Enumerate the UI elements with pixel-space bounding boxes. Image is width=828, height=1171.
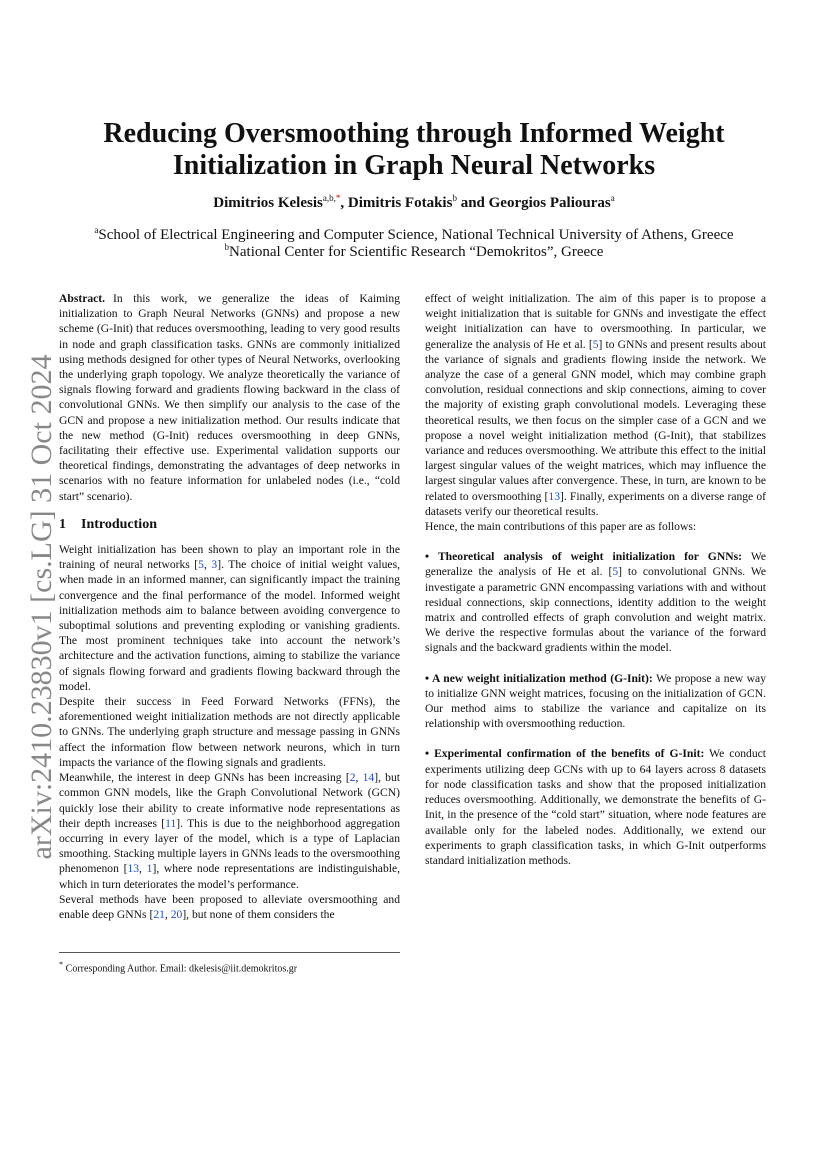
footnote-mark: * — [59, 960, 64, 969]
paragraph-text: ]. This is due to the neighborhood aggregation occurring in every layer of the model, which is a type of Laplacian smoothing. Stacking multiple layers in GNNs leads to the oversmoothing phenomenon [ — [59, 816, 401, 876]
affiliation-b — [60, 242, 768, 261]
citation-link[interactable]: 21 — [153, 907, 165, 921]
footnote-text: Corresponding Author. Email: dkelesis@iit.demokritos.gr — [63, 963, 298, 975]
contribution-heading: • A new weight initialization method (G-Init): — [425, 671, 653, 685]
citation-link[interactable]: 14 — [362, 771, 375, 785]
abstract — [59, 291, 400, 504]
author-separator: , — [340, 195, 348, 211]
paragraph-text: ] to convolutional GNNs. We investigate a parametric GNN encompassing variations with and without residual connections, skip connections, identity addition to the weight matrix and controlled effects of graph convolution and weight matrix. We derive the respective formulas about the variance of the forward signals and the backward gradients within the model. — [425, 565, 766, 655]
arxiv-stamp: arXiv:2410.23830v1 [cs.LG] 31 Oct 2024 — [25, 354, 58, 860]
paragraph-text: We generalize the analysis of He et al. [ — [425, 550, 766, 579]
contribution-item — [425, 746, 766, 868]
citation-link[interactable]: 5 — [198, 558, 204, 572]
section-title: Introduction — [81, 516, 157, 532]
paragraph-text: Several methods have been proposed to alleviate oversmoothing and enable deep GNNs [ — [59, 892, 400, 921]
paragraph-text: ] to GNNs and present results about the variance of signals and gradients flowing inside the network. We analyze the case of a general GNN model, which may combine graph convolution, residual connections and skip connections, aiming to cover the majority of existing graph convolutional models. Leveraging these theoretical results, we then focus on the simpler case of a GCN and we propose a novel weight initialization method (G-Init), that stabilizes variance and reduces oversmoothing. We attribute this effect to the initial largest singular values of the weight matrices, which may influence the largest singular values after convergence. These, in turn, are known to be related to oversmoothing [ — [425, 337, 766, 503]
abstract-label: Abstract. — [59, 292, 106, 305]
affiliation-mark: a,b, — [322, 193, 336, 203]
contribution-heading: • Theoretical analysis of weight initialization for GNNs: — [425, 550, 742, 564]
author-name: Dimitris Fotakis — [347, 195, 453, 211]
paragraph-text: Weight initialization has been shown to play an important role in the training of neural networks [ — [59, 543, 400, 572]
contribution-item — [425, 671, 766, 732]
intro-paragraph: Hence, the main contributions of this paper are as follows: — [425, 520, 697, 534]
intro-paragraph — [59, 770, 400, 892]
paragraph-text: Meanwhile, the interest in deep GNNs has been increasing [ — [59, 771, 350, 785]
contribution-item — [425, 549, 766, 655]
page-title — [60, 118, 768, 182]
affiliation-mark: a — [610, 193, 615, 203]
citation-link[interactable]: 5 — [612, 565, 619, 579]
affiliation-mark: a — [94, 225, 99, 235]
contribution-heading: • Experimental confirmation of the benefits of G-Init: — [425, 747, 705, 761]
affiliation-mark: b — [452, 193, 457, 203]
intro-paragraph — [59, 892, 400, 922]
intro-paragraph: Despite their success in Feed Forward Networks (FFNs), the aforementioned weight initialization methods are not directly applicable to GNNs. The underlying graph structure and message passing in GNNs affect the information flow between network neurons, which in turn impacts the variance of the flowing signals and gradients. — [59, 695, 400, 769]
right-column — [425, 291, 766, 868]
footnote — [59, 958, 400, 975]
citation-link[interactable]: 11 — [165, 816, 177, 830]
affiliation-mark: b — [224, 242, 230, 252]
title-line-2: Initialization in Graph Neural Networks — [172, 150, 656, 181]
paragraph-text: ], but none of them considers the — [182, 907, 335, 921]
paragraph-text: ]. Finally, experiments on a diverse range of datasets verify our theoretical results. — [425, 489, 766, 518]
citation-link[interactable]: 5 — [592, 337, 599, 351]
paragraph-text: ], where node representations are indistinguishable, which in turn deteriorates the model’s performance. — [59, 862, 401, 891]
author-name: Dimitrios Kelesis — [213, 195, 323, 211]
paragraph-text: effect of weight initialization. The aim of this paper is to propose a weight initialization that is suitable for GNNs and investigate the effect weight initialization can have to oversmoothing. In particular, we generalize the analysis of He et al. [ — [425, 292, 766, 351]
footnote-divider — [59, 952, 400, 953]
intro-paragraph — [59, 542, 400, 694]
paragraph-text: , — [203, 558, 212, 572]
citation-link[interactable]: 13 — [127, 862, 140, 876]
citation-link[interactable]: 3 — [211, 558, 218, 572]
affiliation-text: School of Electrical Engineering and Computer Science, National Technical University of Athens, Greece — [98, 227, 734, 243]
paragraph-text: ], but common GNN models, like the Graph Convolutional Network (GCN) quickly lose their ability to create informative node representations as their depth increases [ — [59, 771, 400, 830]
title-line-1: Reducing Oversmoothing through Informed Weight — [103, 118, 725, 149]
citation-link[interactable]: 1 — [146, 862, 153, 876]
citation-link[interactable]: 13 — [548, 489, 560, 503]
left-column — [59, 291, 400, 922]
author-list — [60, 193, 768, 212]
intro-paragraph — [425, 291, 766, 519]
paragraph-text: We conduct experiments utilizing deep GCNs with up to 64 layers across 8 datasets for node classification tasks and show that the proposed initialization reduces oversmoothing. Additionally, we demonstrate the benefits of G-Init, in the presence of the “cold start” situation, where node features are available only for the labeled nodes. Additionally, we extend our experiments to graph classification tasks, in which G-Init outperforms standard initialization methods. — [425, 747, 766, 867]
paragraph-text: ]. The choice of initial weight values, when made in an informed manner, can significantly impact the training convergence and the final performance of the model. Informed weight initialization methods aim to balance between avoiding convergence to suboptimal solutions and preventing exploding or vanishing gradients. The most prominent techniques take into account the network’s architecture and the activation functions, aiming to stabilize the variance of signals flowing forward and gradients flowing backward through the model. — [59, 558, 400, 693]
abstract-text: In this work, we generalize the ideas of Kaiming initialization to Graph Neural Networks (GNNs) and propose a new scheme (G-Init) that reduces oversmoothing, leading to very good results in node and graph classification tasks. GNNs are commonly initialized using methods designed for other types of Neural Networks, overlooking the underlying graph topology. We analyze theoretically the variance of signals flowing forward and gradients flowing backward in the class of convolutional GNNs. We then simplify our analysis to the case of the GCN and propose a new initialization method. Our results indicate that the new method (G-Init) reduces oversmoothing in deep GNNs, facilitating their effective use. Experimental validation supports our theoretical findings, demonstrating the advantages of deep networks in scenarios with no feature information for unlabeled nodes (i.e., “cold start” scenario). — [59, 292, 400, 503]
author-separator: and — [456, 195, 489, 211]
citation-link[interactable]: 2 — [349, 771, 356, 785]
paragraph-text: We propose a new way to initialize GNN weight matrices, focusing on the initialization of GCN. Our method aims to stabilize the variance and capitalize on its relationship with oversmoothing reduction. — [425, 671, 766, 731]
author-name: Georgios Paliouras — [488, 195, 611, 211]
paragraph-text: , — [355, 771, 363, 785]
section-number: 1 — [59, 516, 66, 532]
section-heading — [59, 517, 400, 532]
paragraph-text: , — [164, 907, 171, 921]
citation-link[interactable]: 20 — [170, 907, 183, 921]
paragraph-text: , — [139, 862, 147, 876]
corresponding-author-link[interactable]: * — [335, 193, 341, 203]
affiliation-text: National Center for Scientific Research “Demokritos”, Greece — [229, 244, 604, 260]
